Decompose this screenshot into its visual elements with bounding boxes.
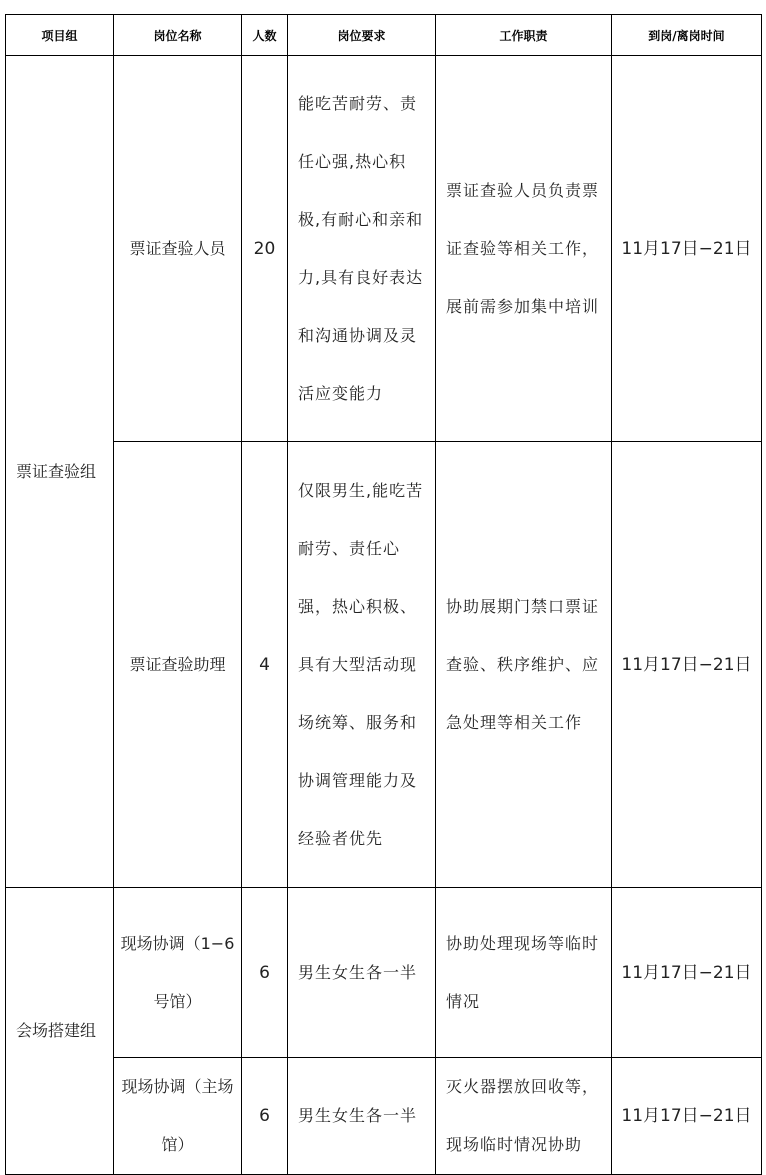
header-position-name: 岗位名称 bbox=[114, 15, 242, 56]
requirement: 能吃苦耐劳、责任心强,热心积极,有耐心和亲和力,具有良好表达和沟通协调及灵活应变能力 bbox=[288, 56, 436, 442]
schedule: 11月17日−21日 bbox=[612, 442, 762, 888]
group-name-ticket: 票证查验组 bbox=[6, 56, 114, 888]
header-headcount: 人数 bbox=[242, 15, 288, 56]
position-name: 票证查验人员 bbox=[114, 56, 242, 442]
recruitment-table bbox=[5, 14, 762, 1175]
table-row bbox=[6, 56, 762, 442]
duty: 协助展期门禁口票证查验、秩序维护、应急处理等相关工作 bbox=[436, 442, 612, 888]
header-row bbox=[6, 15, 762, 56]
position-name: 现场协调（主场馆） bbox=[114, 1058, 242, 1175]
duty: 票证查验人员负责票证查验等相关工作，展前需参加集中培训 bbox=[436, 56, 612, 442]
group-name-venue: 会场搭建组 bbox=[6, 888, 114, 1175]
headcount: 4 bbox=[242, 442, 288, 888]
header-project-group: 项目组 bbox=[6, 15, 114, 56]
requirement: 男生女生各一半 bbox=[288, 1058, 436, 1175]
header-duties: 工作职责 bbox=[436, 15, 612, 56]
requirement: 仅限男生,能吃苦耐劳、责任心强，热心积极、具有大型活动现场统筹、服务和协调管理能力及经验者优先 bbox=[288, 442, 436, 888]
headcount: 6 bbox=[242, 1058, 288, 1175]
position-name: 票证查验助理 bbox=[114, 442, 242, 888]
duty: 灭火器摆放回收等，现场临时情况协助 bbox=[436, 1058, 612, 1175]
table-row bbox=[6, 888, 762, 1058]
requirement: 男生女生各一半 bbox=[288, 888, 436, 1058]
headcount: 20 bbox=[242, 56, 288, 442]
schedule: 11月17日−21日 bbox=[612, 1058, 762, 1175]
table-row bbox=[6, 442, 762, 888]
position-name: 现场协调（1−6号馆） bbox=[114, 888, 242, 1058]
table-row bbox=[6, 1058, 762, 1175]
schedule: 11月17日−21日 bbox=[612, 888, 762, 1058]
header-schedule: 到岗/离岗时间 bbox=[612, 15, 762, 56]
duty: 协助处理现场等临时情况 bbox=[436, 888, 612, 1058]
header-requirements: 岗位要求 bbox=[288, 15, 436, 56]
schedule: 11月17日−21日 bbox=[612, 56, 762, 442]
headcount: 6 bbox=[242, 888, 288, 1058]
